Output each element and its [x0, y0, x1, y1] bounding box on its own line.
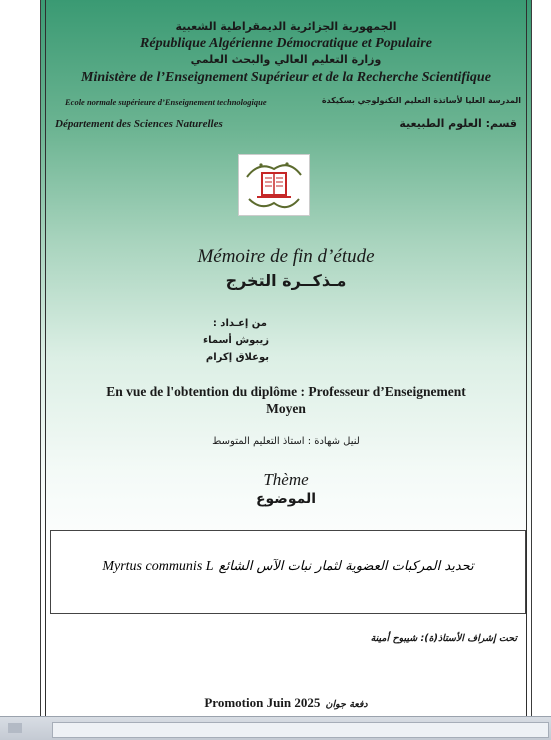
diploma-arabic: لنيل شهادة : استاذ التعليم المتوسط [212, 436, 360, 447]
supervisor: تحت إشراف الأستاذ(ة): شيبوح أمينة [370, 633, 517, 644]
subject-arabic: تحديد المركبات العضوية لثمار نبات الآس الشائع [218, 559, 474, 574]
ministry-arabic: وزارة التعليم العالي والبحث العلمي [190, 53, 382, 66]
page-border-left [45, 0, 46, 716]
window-left-margin [0, 0, 30, 716]
promotion-french: Promotion Juin 2025 [204, 695, 321, 710]
school-arabic: المدرسة العليا لأساتذة التعليم التكنولوجي بسكيكدة [321, 96, 521, 105]
republic-french: République Algérienne Démocratique et Populaire [140, 36, 432, 51]
book-logo-icon [239, 155, 309, 215]
subject-latin-name: Myrtus communis L [102, 559, 214, 574]
author-name-2: بوعلاق إكرام [205, 352, 269, 363]
memoire-title-french: Mémoire de fin d’étude [197, 246, 375, 267]
ministry-french: Ministère de l’Enseignement Supérieur et de la Recherche Scientifique [81, 70, 491, 85]
theme-arabic: الموضوع [255, 491, 317, 507]
author-name-1: زيبوش أسماء [203, 335, 269, 346]
document-page [40, 0, 532, 716]
theme-french: Thème [263, 470, 309, 489]
school-french: Ecole normale supérieure d’Enseignement technologique [65, 97, 267, 107]
republic-arabic: الجمهورية الجزائرية الديمقراطية الشعبية [175, 20, 397, 33]
diploma-french-line2: Moyen [266, 401, 306, 416]
department-arabic: قسم: العلوم الطبيعية [399, 117, 517, 130]
promotion-line [41, 692, 531, 711]
toolbar-icon[interactable] [8, 723, 22, 733]
subject-line [51, 555, 525, 575]
subject-frame [50, 530, 526, 614]
memoire-title-arabic: مـذكــرة التخرج [225, 271, 347, 290]
bottom-toolbar [0, 716, 551, 740]
page-border-right [526, 0, 527, 716]
department-french: Département des Sciences Naturelles [55, 118, 223, 130]
authors-label: من إعـداد : [212, 318, 267, 329]
diploma-french-line1: En vue de l'obtention du diplôme : Professeur d’Enseignement [106, 384, 466, 399]
toolbar-field[interactable] [52, 722, 549, 738]
promotion-arabic: دفعة جوان [325, 699, 368, 710]
school-logo [238, 154, 310, 216]
